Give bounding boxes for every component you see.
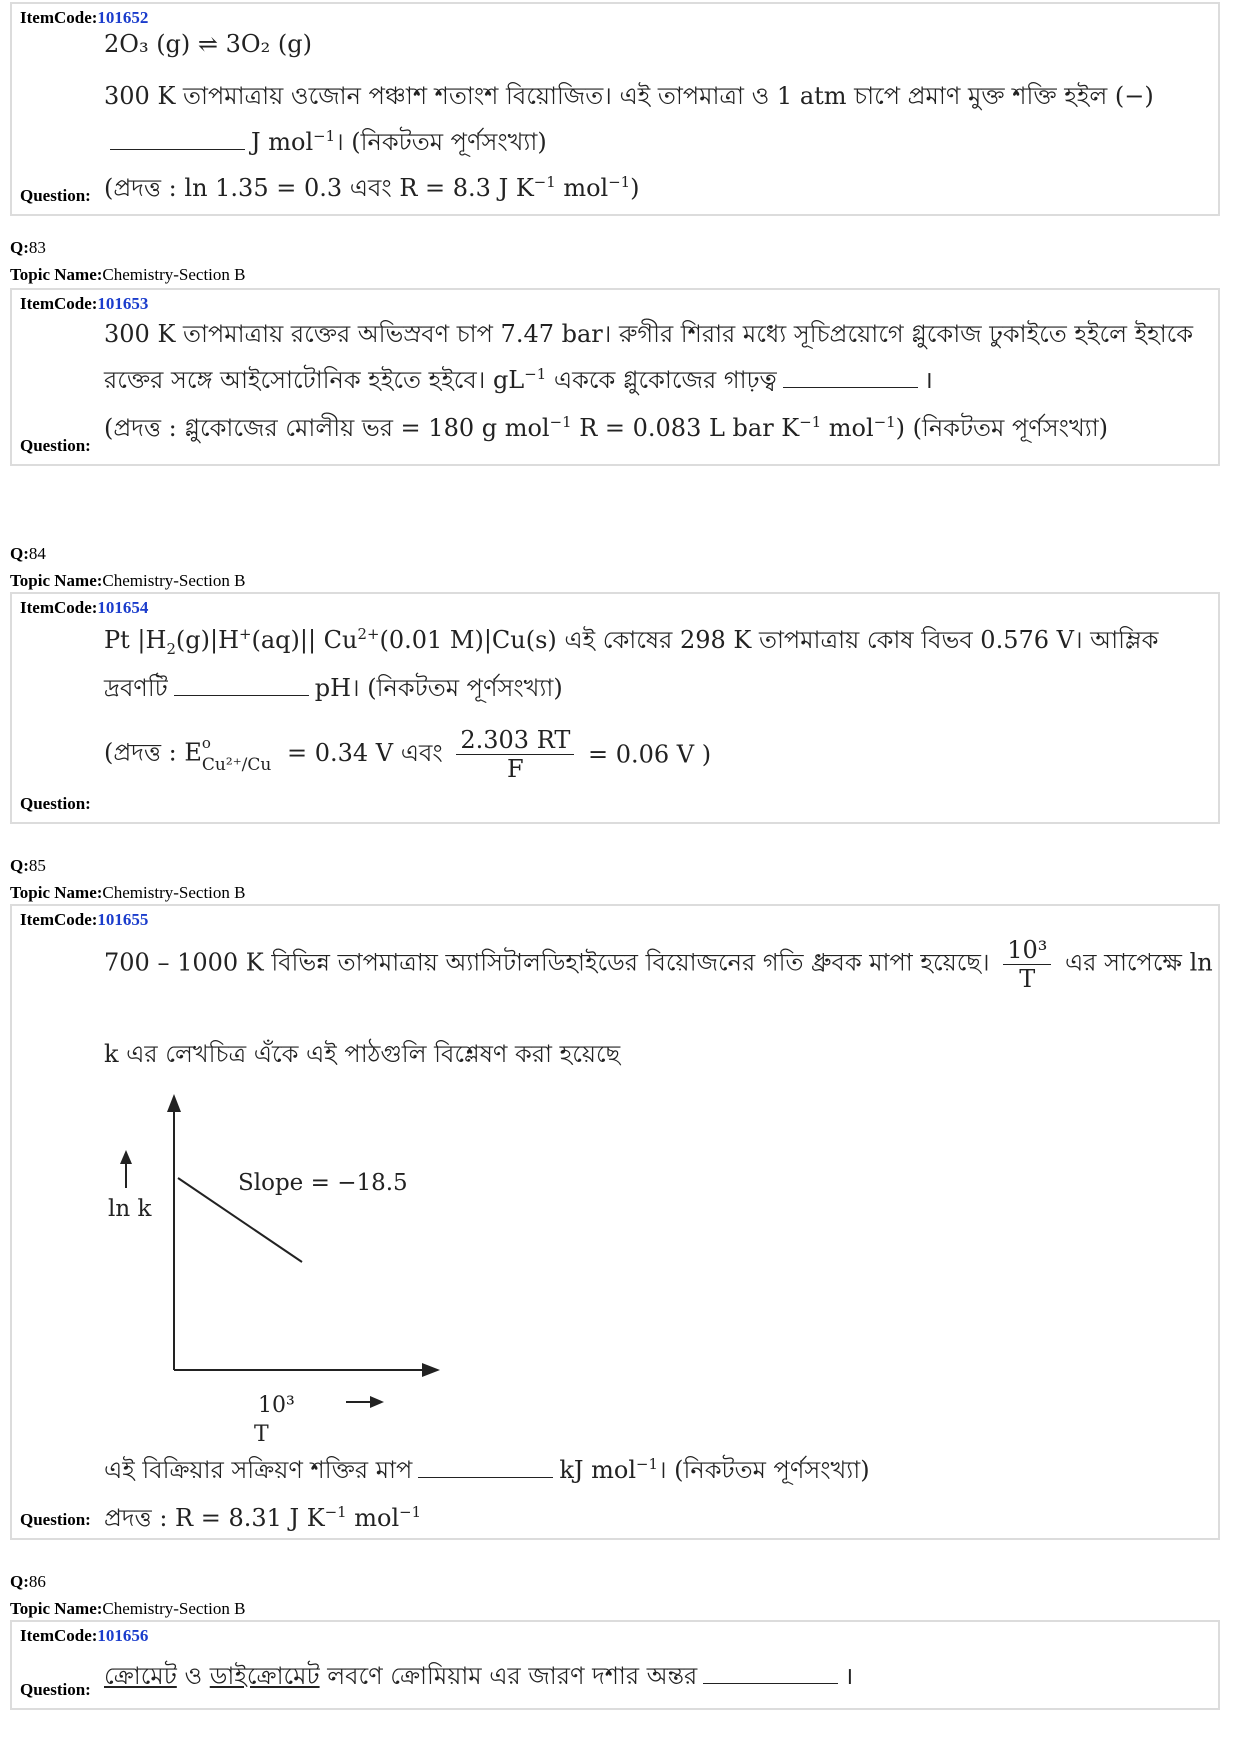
item-code: 101656 bbox=[97, 1626, 149, 1645]
question-label: Question: bbox=[20, 794, 91, 813]
given-data: (প্রদত্ত : ln 1.35 = 0.3 এবং R = 8.3 J $K^{-1}$ mol$^{-1}$) bbox=[104, 173, 640, 202]
slope-annotation: Slope = −18.5 bbox=[238, 1170, 408, 1196]
question-text: রক্তের সঙ্গে আইসোটোনিক হইতে হইবে। $gL^{-1}$ এককে গ্লুকোজের গাঢ়ত্ব । bbox=[104, 365, 933, 394]
question-label: Question: bbox=[20, 186, 91, 205]
question-body bbox=[104, 618, 1204, 818]
item-code-row: ItemCode:101655 bbox=[20, 910, 149, 929]
item-code-row: ItemCode:101656 bbox=[20, 1626, 149, 1645]
question-card-101652 bbox=[10, 2, 1220, 216]
question-meta-84: Q:84 Topic Name:Chemistry-Section B bbox=[10, 544, 246, 590]
question-label: Question: bbox=[20, 1680, 91, 1699]
reaction-equation: 2O₃ (g) ⇌ 3O₂ (g) bbox=[104, 30, 312, 58]
underlined-term: ক্রোমেট bbox=[104, 1662, 177, 1690]
fraction: $\frac{\text{10³}}{T}$ bbox=[1003, 936, 1051, 993]
question-card-101654 bbox=[10, 592, 1220, 824]
answer-blank bbox=[783, 386, 918, 388]
item-code-row: ItemCode:101653 bbox=[20, 294, 149, 313]
question-body bbox=[104, 28, 1204, 208]
question-card-101653 bbox=[10, 288, 1220, 466]
x-axis-label-num: 10³ bbox=[258, 1393, 295, 1416]
question-text: ক্রোমেট ও ডাইক্রোমেট লবণে ক্রোমিয়াম এর জারণ দশার অন্তর । bbox=[104, 1662, 854, 1690]
item-code: 101653 bbox=[97, 294, 149, 313]
fraction: $\frac{2.303 RT}{F}$ bbox=[456, 726, 574, 783]
ln-k-vs-inverse-t-graph bbox=[104, 1086, 464, 1416]
question-text: J mol$^{-1}$। (নিকটতম পূর্ণসংখ্যা) bbox=[104, 124, 547, 164]
question-card-101656 bbox=[10, 1620, 1220, 1710]
item-code-row: ItemCode:101652 bbox=[20, 8, 149, 27]
question-number: 85 bbox=[28, 856, 46, 875]
question-meta-85: Q:85 Topic Name:Chemistry-Section B bbox=[10, 856, 246, 902]
y-axis-arrowhead bbox=[167, 1094, 181, 1112]
topic-name: Chemistry-Section B bbox=[102, 1599, 246, 1618]
item-code: 101655 bbox=[97, 910, 149, 929]
question-body bbox=[104, 316, 1204, 466]
question-text: 300 K তাপমাত্রায় রক্তের অভিস্রবণ চাপ 7.47 bar। রুগীর শিরার মধ্যে সূচিপ্রয়োগে গ্লুকোজ ঢুকাইতে হইলে ইহাকে bbox=[104, 320, 1194, 348]
answer-blank bbox=[703, 1682, 838, 1684]
question-meta-83: Q:83 Topic Name:Chemistry-Section B bbox=[10, 238, 246, 284]
question-label: Question: bbox=[20, 1510, 91, 1529]
given-data: (প্রদত্ত : গ্লুকোজের মোলীয় ভর = 180 g mol$^{-1}$ R = 0.083 L bar $K^{-1}$ mol$^{-1}$) (নিকটতম পূর্ণসংখ্যা) bbox=[104, 413, 1109, 442]
item-code-row: ItemCode:101654 bbox=[20, 598, 149, 617]
topic-name: Chemistry-Section B bbox=[102, 265, 246, 284]
question-text: এই বিক্রিয়ার সক্রিয়ণ শক্তির মাপ kJ mol$^{-1}$। (নিকটতম পূর্ণসংখ্যা) bbox=[104, 1455, 870, 1484]
question-text: দ্রবণটি pH। (নিকটতম পূর্ণসংখ্যা) bbox=[104, 674, 563, 702]
answer-blank bbox=[174, 694, 309, 696]
question-text: Pt $|H_2(g)|H^+(aq)||$ $Cu^{2+}(0.01$ M)|Cu(s) এই কোষের 298 K তাপমাত্রায় কোষ বিভব 0.576 V। আম্লিক bbox=[104, 625, 1159, 658]
given-data: প্রদত্ত : R = 8.31 J $K^{-1}$ mol$^{-1}$ bbox=[104, 1503, 422, 1532]
x-axis-arrowhead bbox=[422, 1363, 440, 1377]
answer-blank bbox=[418, 1476, 553, 1478]
question-text: 700 – 1000 K বিভিন্ন তাপমাত্রায় অ্যাসিটালডিহাইডের বিয়োজনের গতি ধ্রুবক মাপা হয়েছে। $\frac{\text{10³}}{T}$ এর সাপেক্ষে ln bbox=[104, 936, 1213, 993]
question-text: k এর লেখচিত্র এঁকে এই পাঠগুলি বিশ্লেষণ করা হয়েছে bbox=[104, 1040, 621, 1068]
question-meta-86: Q:86 Topic Name:Chemistry-Section B bbox=[10, 1572, 246, 1618]
underlined-term: ডাইক্রোমেট bbox=[209, 1662, 320, 1690]
question-number: 83 bbox=[28, 238, 46, 257]
question-text: 300 K তাপমাত্রায় ওজোন পঞ্চাশ শতাংশ বিয়োজিত। এই তাপমাত্রা ও 1 atm চাপে প্রমাণ মুক্ত শক্তি হইল (−) bbox=[104, 82, 1154, 110]
answer-blank bbox=[110, 148, 245, 150]
question-body bbox=[104, 936, 1213, 1536]
x-axis-label-den: T bbox=[254, 1422, 269, 1447]
question-body bbox=[104, 1658, 1204, 1702]
topic-name: Chemistry-Section B bbox=[102, 883, 246, 902]
given-data: (প্রদত্ত : E o Cu²⁺/Cu = 0.34 V এবং $\frac{2.303 RT}{F}$ = 0.06 V ) bbox=[104, 726, 712, 783]
y-axis-label: ln k bbox=[108, 1196, 152, 1222]
topic-name: Chemistry-Section B bbox=[102, 571, 246, 590]
item-code: 101652 bbox=[97, 8, 149, 27]
question-number: 84 bbox=[28, 544, 46, 563]
item-code: 101654 bbox=[97, 598, 149, 617]
question-number: 86 bbox=[28, 1572, 46, 1591]
question-card-101655 bbox=[10, 904, 1220, 1540]
question-label: Question: bbox=[20, 436, 91, 455]
